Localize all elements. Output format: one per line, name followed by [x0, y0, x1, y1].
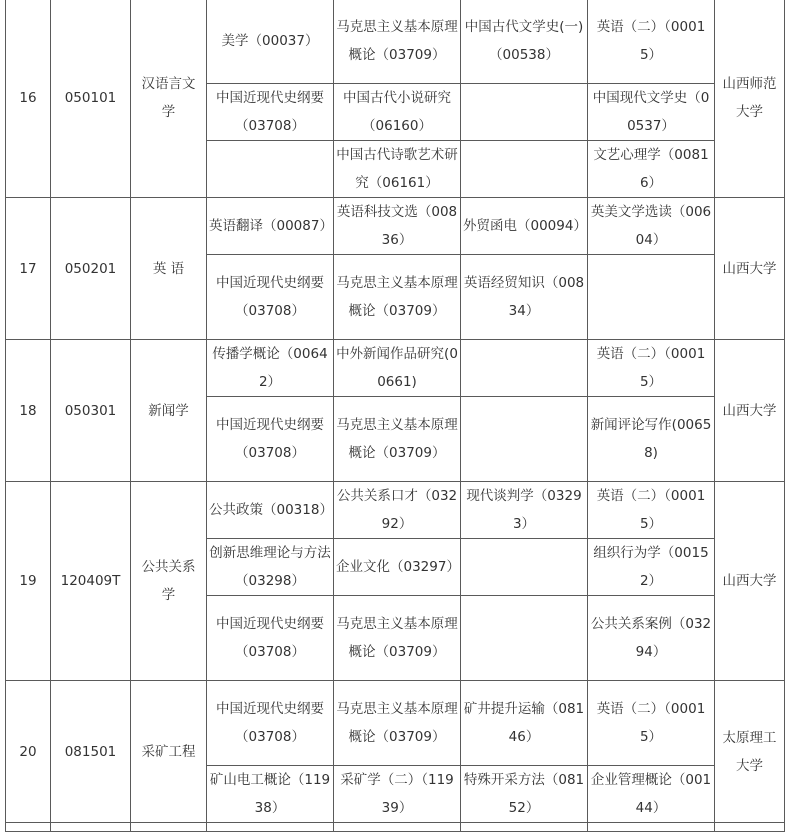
empty-cell — [207, 823, 334, 832]
course-cell: 中国古代诗歌艺术研究（06161） — [334, 141, 461, 198]
table-row — [6, 0, 785, 84]
table-row — [6, 340, 785, 397]
major-name: 公共关系学 — [131, 482, 207, 681]
course-cell — [461, 596, 588, 681]
course-cell: 中国古代文学史(一)（00538） — [461, 0, 588, 84]
major-name: 采矿工程 — [131, 681, 207, 823]
course-cell: 公共关系案例（03294） — [588, 596, 715, 681]
course-cell: 马克思主义基本原理概论（03709） — [334, 681, 461, 766]
course-cell: 新闻评论写作(00658) — [588, 397, 715, 482]
row-number: 17 — [6, 198, 51, 340]
empty-cell — [51, 823, 131, 832]
major-name: 汉语言文学 — [131, 0, 207, 198]
table-row-cutoff — [6, 823, 785, 832]
course-cell: 马克思主义基本原理概论（03709） — [334, 397, 461, 482]
course-cell: 英语翻译（00087） — [207, 198, 334, 255]
major-name: 新闻学 — [131, 340, 207, 482]
host-school: 山西师范大学 — [715, 0, 785, 198]
course-cell: 马克思主义基本原理概论（03709） — [334, 255, 461, 340]
table-row — [6, 198, 785, 255]
row-number: 19 — [6, 482, 51, 681]
course-cell — [461, 84, 588, 141]
course-cell: 特殊开采方法（08152） — [461, 766, 588, 823]
host-school: 太原理工大学 — [715, 681, 785, 823]
empty-cell — [588, 823, 715, 832]
major-code: 050301 — [51, 340, 131, 482]
course-cell: 中国现代文学史（00537） — [588, 84, 715, 141]
course-cell: 中国近现代史纲要（03708） — [207, 681, 334, 766]
host-school: 山西大学 — [715, 482, 785, 681]
course-cell: 外贸函电（00094） — [461, 198, 588, 255]
host-school: 山西大学 — [715, 340, 785, 482]
course-cell: 公共关系口才（03292） — [334, 482, 461, 539]
course-cell: 英语（二）（00015） — [588, 482, 715, 539]
course-cell: 马克思主义基本原理概论（03709） — [334, 0, 461, 84]
course-cell: 文艺心理学（00816） — [588, 141, 715, 198]
row-number: 20 — [6, 681, 51, 823]
table-row — [6, 681, 785, 766]
major-code: 050201 — [51, 198, 131, 340]
course-cell — [461, 141, 588, 198]
course-cell — [207, 141, 334, 198]
course-cell: 中国近现代史纲要（03708） — [207, 397, 334, 482]
empty-cell — [6, 823, 51, 832]
table-row — [6, 482, 785, 539]
course-cell: 英语经贸知识（00834） — [461, 255, 588, 340]
course-cell: 传播学概论（00642） — [207, 340, 334, 397]
course-cell: 矿井提升运输（08146） — [461, 681, 588, 766]
course-cell: 矿山电工概论（11938） — [207, 766, 334, 823]
course-cell — [461, 539, 588, 596]
course-cell: 马克思主义基本原理概论（03709） — [334, 596, 461, 681]
course-cell: 企业管理概论（00144） — [588, 766, 715, 823]
course-cell: 创新思维理论与方法（03298） — [207, 539, 334, 596]
major-name: 英 语 — [131, 198, 207, 340]
course-cell — [461, 397, 588, 482]
course-cell: 英语（二）（00015） — [588, 681, 715, 766]
course-cell: 中国近现代史纲要（03708） — [207, 84, 334, 141]
empty-cell — [461, 823, 588, 832]
course-cell: 英美文学选读（00604） — [588, 198, 715, 255]
course-cell: 采矿学（二）（11939） — [334, 766, 461, 823]
course-cell — [588, 255, 715, 340]
course-cell: 中外新闻作品研究(00661) — [334, 340, 461, 397]
course-cell: 英语科技文选（00836） — [334, 198, 461, 255]
course-cell: 英语（二）（00015） — [588, 340, 715, 397]
empty-cell — [715, 823, 785, 832]
course-cell: 现代谈判学（03293） — [461, 482, 588, 539]
course-cell: 企业文化（03297） — [334, 539, 461, 596]
empty-cell — [334, 823, 461, 832]
course-cell — [461, 340, 588, 397]
course-cell: 公共政策（00318） — [207, 482, 334, 539]
empty-cell — [131, 823, 207, 832]
row-number: 16 — [6, 0, 51, 198]
row-number: 18 — [6, 340, 51, 482]
host-school: 山西大学 — [715, 198, 785, 340]
course-cell: 中国近现代史纲要（03708） — [207, 596, 334, 681]
exam-course-table — [5, 0, 785, 832]
major-code: 081501 — [51, 681, 131, 823]
course-cell: 英语（二）（00015） — [588, 0, 715, 84]
course-cell: 中国近现代史纲要（03708） — [207, 255, 334, 340]
course-cell: 美学（00037） — [207, 0, 334, 84]
major-code: 120409T — [51, 482, 131, 681]
course-cell: 组织行为学（00152） — [588, 539, 715, 596]
major-code: 050101 — [51, 0, 131, 198]
course-cell: 中国古代小说研究（06160） — [334, 84, 461, 141]
